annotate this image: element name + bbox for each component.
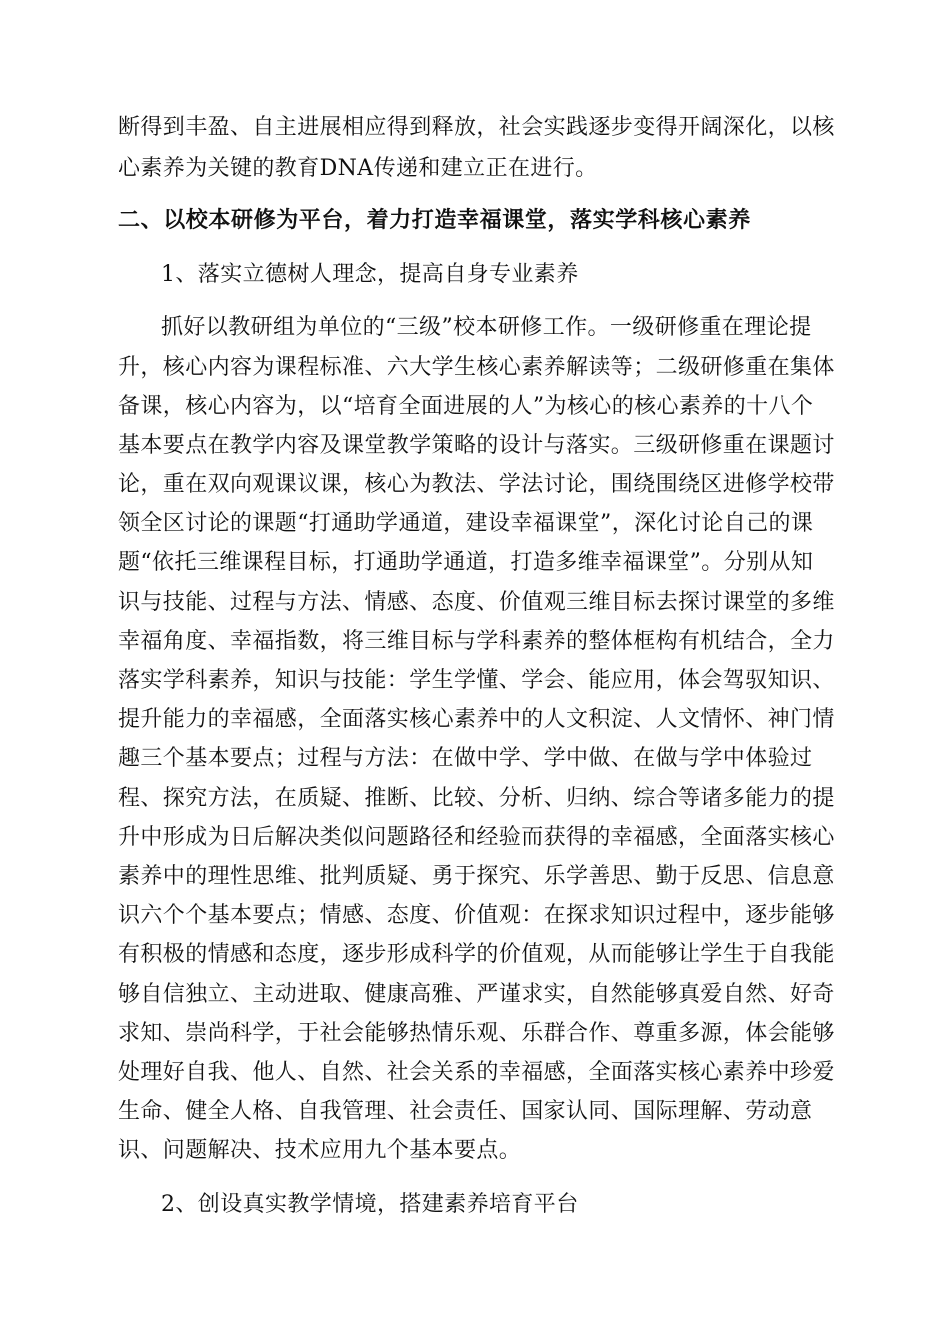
paragraph-line: 题“依托三维课程目标，打通助学通道，打造多维幸福课堂”。分别从知 [118,550,814,575]
paragraph-line: 升中形成为日后解决类似问题路径和经验而获得的幸福感，全面落实核心 [118,825,835,850]
paragraph-line: 生命、健全人格、自我管理、社会责任、国家认同、国际理解、劳动意 [118,1099,813,1124]
paragraph-line: 识六个个基本要点；情感、态度、价值观：在探求知识过程中，逐步能够 [118,903,835,928]
paragraph-line: 领全区讨论的课题“打通助学通道，建设幸福课堂”，深化讨论自己的课 [118,511,814,536]
paragraph-line: 落实学科素养，知识与技能：学生学懂、学会、能应用，体会驾驭知识、 [118,668,835,693]
subsection-heading: 2、创设真实教学情境，搭建素养培育平台 [161,1192,579,1217]
paragraph-line: 识与技能、过程与方法、情感、态度、价值观三维目标去探讨课堂的多维 [118,590,835,615]
paragraph-line: 升，核心内容为课程标准、六大学生核心素养解读等；二级研修重在集体 [118,355,835,380]
paragraph-line: 够自信独立、主动进取、健康高雅、严谨求实，自然能够真爱自然、好奇 [118,982,835,1007]
paragraph-line: 提升能力的幸福感，全面落实核心素养中的人文积淀、人文情怀、神门情 [118,707,835,732]
paragraph-line: 程、探究方法，在质疑、推断、比较、分析、归纳、综合等诸多能力的提 [118,786,835,811]
subsection-heading: 1、落实立德树人理念，提高自身专业素养 [161,262,579,287]
paragraph-line: 断得到丰盈、自主进展相应得到释放，社会实践逐步变得开阔深化，以核 [118,115,835,140]
section-heading: 二、以校本研修为平台，着力打造幸福课堂，落实学科核心素养 [118,208,751,233]
paragraph-line: 抓好以教研组为单位的“三级”校本研修工作。一级研修重在理论提 [161,315,812,340]
paragraph-line: 识、问题解决、技术应用九个基本要点。 [118,1138,522,1163]
paragraph-line: 处理好自我、他人、自然、社会关系的幸福感，全面落实核心素养中珍爱 [118,1060,835,1085]
paragraph-line: 备课，核心内容为，以“培育全面进展的人”为核心的核心素养的十八个 [118,394,814,419]
paragraph-line: 基本要点在教学内容及课堂教学策略的设计与落实。三级研修重在课题讨 [118,433,835,458]
paragraph-line: 素养中的理性思维、批判质疑、勇于探究、乐学善思、勤于反思、信息意 [118,864,835,889]
paragraph-line: 趣三个基本要点；过程与方法：在做中学、学中做、在做与学中体验过 [118,746,813,771]
paragraph-line: 论，重在双向观课议课，核心为教法、学法讨论，围绕围绕区进修学校带 [118,472,835,497]
paragraph-line: 幸福角度、幸福指数，将三维目标与学科素养的整体框构有机结合，全力 [118,629,835,654]
paragraph-line: 求知、崇尚科学，于社会能够热情乐观、乐群合作、尊重多源，体会能够 [118,1021,835,1046]
paragraph-line: 心素养为关键的教育DNA传递和建立正在进行。 [118,156,598,181]
paragraph-line: 有积极的情感和态度，逐步形成科学的价值观，从而能够让学生于自我能 [118,942,835,967]
